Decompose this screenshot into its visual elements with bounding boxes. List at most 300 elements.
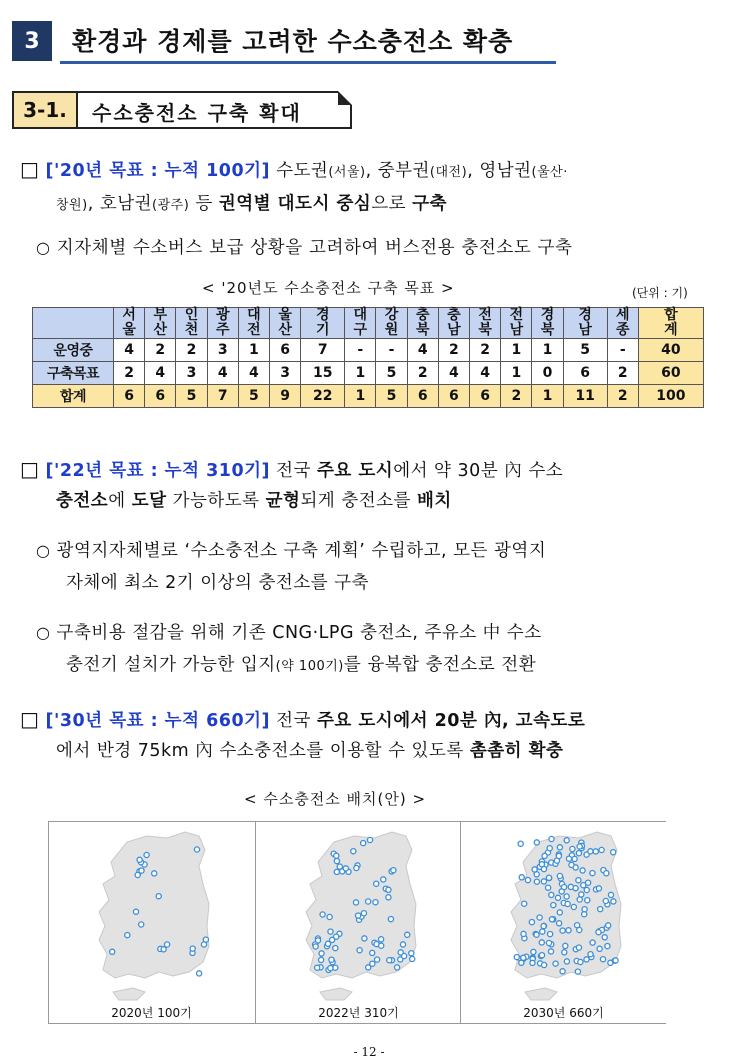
text: 구축비용 절감을 위해 기존 CNG·LPG 충전소, 주유소 中 수소 (56, 623, 542, 643)
station-marker (534, 879, 539, 884)
station-marker (525, 878, 530, 883)
table-cell: 4 (207, 362, 238, 385)
table-cell: 6 (470, 385, 501, 408)
station-marker (197, 971, 202, 976)
region-char: 부 (153, 307, 168, 323)
table-cell: 6 (114, 385, 145, 408)
table-cell: 2 (607, 385, 638, 408)
station-marker (542, 853, 547, 858)
text: (광주) (152, 198, 190, 213)
station-marker (605, 944, 610, 949)
text: 권역별 대도시 중심 (218, 194, 372, 214)
station-marker (137, 857, 142, 862)
station-marker (405, 932, 410, 937)
station-marker (534, 840, 539, 845)
region-char: 기 (315, 322, 330, 338)
station-marker (373, 900, 378, 905)
region-char: 강 (384, 307, 399, 323)
station-marker (548, 932, 553, 937)
station-marker (343, 866, 348, 871)
station-marker (597, 946, 602, 951)
table-cell: 15 (301, 362, 345, 385)
table-cell: 7 (207, 385, 238, 408)
map-2022-label: 2022년 310기 (318, 1006, 399, 1020)
region-char: 충 (415, 307, 430, 323)
station-marker (562, 950, 567, 955)
station-marker (611, 850, 616, 855)
region-char: 경 (315, 307, 330, 323)
station-marker (593, 849, 598, 854)
station-marker (596, 930, 601, 935)
jeju-shape (320, 988, 352, 1000)
table-cell: 4 (238, 362, 269, 385)
table-cell: 6 (563, 362, 607, 385)
station-marker (386, 895, 391, 900)
region-char: 북 (415, 322, 430, 338)
station-marker (532, 867, 537, 872)
region-char: 산 (278, 322, 292, 338)
station-marker (585, 898, 590, 903)
table-cell: 2 (501, 385, 532, 408)
station-marker (203, 937, 208, 942)
region-char: 주 (215, 322, 230, 338)
text: 를 융복합 충전소로 전환 (343, 655, 537, 675)
region-char: 전 (247, 322, 261, 338)
station-marker (379, 937, 384, 942)
total-header (638, 308, 703, 339)
station-marker (313, 944, 318, 949)
goal-2022-line1 (20, 454, 563, 486)
table-cell: 3 (176, 362, 207, 385)
station-marker (539, 862, 544, 867)
table-cell: 2 (114, 362, 145, 385)
station-marker (588, 952, 593, 957)
text: 배치 (417, 491, 452, 511)
region-char: 대 (247, 307, 261, 323)
section-number: 3 (12, 21, 52, 61)
region-header (270, 308, 301, 339)
station-marker (584, 887, 589, 892)
table-row (33, 362, 704, 385)
text: 구축 (412, 194, 447, 214)
region-char: 울 (278, 307, 292, 323)
station-marker (586, 880, 591, 885)
table-cell: 5 (376, 385, 407, 408)
station-marker (529, 920, 534, 925)
korea-map-2030 (461, 822, 666, 1006)
station-marker (551, 903, 556, 908)
station-marker (588, 849, 593, 854)
region-header (438, 308, 469, 339)
station-marker (531, 949, 536, 954)
goal-2022-label: ['22년 목표 : 누적 310기] (45, 461, 271, 481)
station-marker (514, 955, 519, 960)
station-marker (542, 962, 547, 967)
station-marker (572, 856, 577, 861)
station-marker (534, 932, 539, 937)
table-cell: 2 (438, 339, 469, 362)
table-cell: 3 (207, 339, 238, 362)
station-marker (570, 846, 575, 851)
station-marker (564, 959, 569, 964)
station-marker (328, 929, 333, 934)
region-char: 경 (540, 307, 555, 323)
station-marker (139, 868, 144, 873)
region-header (345, 308, 376, 339)
station-marker (379, 943, 384, 948)
region-char: 원 (384, 322, 399, 338)
map-2030 (460, 822, 666, 1023)
table-cell: 2 (607, 362, 638, 385)
region-char: 남 (447, 322, 461, 338)
map-2020-label: 2020년 100기 (111, 1006, 192, 1020)
station-marker (156, 894, 161, 899)
text: 광역지자체별로 ‘수소충전소 구축 계획’ 수립하고, 모든 광역지 (56, 541, 547, 561)
station-marker (522, 901, 527, 906)
station-marker (367, 837, 372, 842)
station-marker (566, 856, 571, 861)
station-marker (590, 940, 595, 945)
station-marker (354, 865, 359, 870)
row-label: 합계 (33, 385, 114, 408)
region-char: 구 (353, 322, 368, 338)
station-marker (608, 892, 613, 897)
text: 에서 반경 75km 內 수소충전소를 이용할 수 있도록 (56, 741, 470, 761)
table-cell: 6 (407, 385, 438, 408)
map-2022 (255, 822, 461, 1023)
table-cell: 1 (345, 385, 376, 408)
station-marker (557, 921, 562, 926)
goal-2030-line2 (56, 736, 563, 766)
station-marker (582, 907, 587, 912)
table-cell: 1 (532, 385, 563, 408)
text: 전국 (270, 711, 317, 731)
table-cell: 5 (376, 362, 407, 385)
station-marker (564, 838, 569, 843)
page-number: - 12 - (353, 1045, 385, 1059)
circle-bullet-icon: ○ (36, 623, 51, 642)
station-marker (190, 946, 195, 951)
station-marker (576, 945, 581, 950)
station-marker (571, 904, 576, 909)
station-marker (521, 931, 526, 936)
station-marker (165, 942, 170, 947)
sub-2020-line (36, 233, 573, 263)
station-marker (333, 946, 338, 951)
station-marker (600, 957, 605, 962)
station-marker (375, 957, 380, 962)
station-marker (564, 894, 569, 899)
station-marker (110, 949, 115, 954)
station-marker (319, 951, 324, 956)
station-marker (576, 851, 581, 856)
table-cell: 5 (238, 385, 269, 408)
station-marker (144, 852, 149, 857)
square-bullet-icon: □ (20, 157, 40, 181)
table-cell: 4 (114, 339, 145, 362)
text: 도달 (131, 491, 167, 511)
station-marker (334, 869, 339, 874)
station-marker (565, 901, 570, 906)
table-header-row (33, 308, 704, 339)
korea-map-2022 (256, 822, 461, 1006)
region-header (238, 308, 269, 339)
station-marker (152, 871, 157, 876)
table-cell: 2 (176, 339, 207, 362)
region-char: 울 (122, 322, 136, 338)
station-marker (546, 940, 551, 945)
table-cell: 5 (176, 385, 207, 408)
total-char: 계 (664, 322, 678, 338)
maps-caption: < 수소충전소 배치(안) > (244, 790, 427, 808)
table-cell: 4 (407, 339, 438, 362)
region-char: 남 (509, 322, 524, 338)
subsection-number: 3-1. (14, 93, 78, 127)
section-underline (60, 61, 556, 64)
text: 충전기 설치가 가능한 입지 (66, 655, 276, 675)
station-marker (604, 871, 609, 876)
station-marker (557, 910, 562, 915)
station-marker (319, 957, 324, 962)
station-marker (577, 844, 582, 849)
station-marker (573, 886, 578, 891)
station-marker (381, 877, 386, 882)
text: 촘촘히 확충 (469, 741, 564, 761)
station-marker (546, 885, 551, 890)
circle-bullet-icon: ○ (36, 541, 51, 560)
table-cell: 1 (238, 339, 269, 362)
map-2030-label: 2030년 660기 (523, 1006, 604, 1020)
table-cell: 0 (532, 362, 563, 385)
sub-2022a-line1 (36, 536, 546, 566)
station-marker (549, 836, 554, 841)
text: 에서 약 30분 內 수소 (393, 461, 564, 481)
station-marker (315, 965, 320, 970)
table-cell: 9 (270, 385, 301, 408)
text: 에서 20분 內, 고속도로 (393, 711, 586, 731)
station-marker (395, 965, 400, 970)
total-cell: 100 (638, 385, 703, 408)
station-marker (596, 886, 601, 891)
station-marker (611, 899, 616, 904)
station-marker (547, 846, 552, 851)
region-char: 전 (478, 307, 492, 323)
table-cell: 1 (345, 362, 376, 385)
table-cell: 4 (438, 362, 469, 385)
station-marker (334, 853, 339, 858)
station-marker (539, 953, 544, 958)
text: (서울) (328, 165, 366, 180)
table-cell: 1 (501, 339, 532, 362)
station-marker (575, 923, 580, 928)
square-bullet-icon: □ (20, 457, 40, 481)
station-marker (362, 936, 367, 941)
station-marker (409, 951, 414, 956)
table-cell: 2 (145, 339, 176, 362)
station-marker (398, 950, 403, 955)
korea-map-2020 (49, 822, 254, 1006)
table-row (33, 339, 704, 362)
station-marker (351, 849, 356, 854)
region-header (176, 308, 207, 339)
text: 으로 (371, 194, 413, 214)
table-cell: 6 (438, 385, 469, 408)
station-marker (555, 895, 560, 900)
station-marker (539, 940, 544, 945)
station-marker (563, 943, 568, 948)
jeju-shape (113, 988, 145, 1000)
station-marker (566, 928, 571, 933)
table-corner (33, 308, 114, 339)
station-marker (556, 853, 561, 858)
text: 수도권 (270, 161, 329, 181)
goal-2020-line2 (56, 189, 447, 221)
table-cell: 22 (301, 385, 345, 408)
station-marker (577, 897, 582, 902)
station-marker (560, 928, 565, 933)
circle-bullet-icon: ○ (36, 238, 51, 257)
region-char: 전 (509, 307, 524, 323)
region-header (301, 308, 345, 339)
region-header (532, 308, 563, 339)
station-marker (559, 889, 564, 894)
table-row (33, 385, 704, 408)
table-unit: (단위 : 기) (632, 286, 688, 300)
station-marker (370, 950, 375, 955)
station-marker (135, 872, 140, 877)
map-2020 (49, 822, 254, 1023)
station-marker (549, 892, 554, 897)
text: , 중부권 (365, 161, 430, 181)
region-char: 충 (447, 307, 461, 323)
target-table (32, 307, 704, 408)
square-bullet-icon: □ (20, 707, 40, 731)
text: 지자체별 수소버스 보급 상황을 고려하여 버스전용 충전소도 구축 (56, 238, 573, 258)
station-marker (530, 960, 535, 965)
station-marker (194, 847, 199, 852)
text: 가능하도록 (166, 491, 266, 511)
region-char: 남 (578, 322, 592, 338)
region-char: 인 (184, 307, 199, 323)
station-marker (541, 879, 546, 884)
station-marker (590, 871, 595, 876)
text: 등 (189, 194, 219, 214)
region-char: 경 (578, 307, 592, 323)
station-marker (334, 859, 339, 864)
station-marker (366, 899, 371, 904)
region-header (470, 308, 501, 339)
station-marker (569, 862, 574, 867)
text: 주요 도시 (316, 461, 394, 481)
station-marker (356, 913, 361, 918)
station-marker (560, 969, 565, 974)
table-cell: - (607, 339, 638, 362)
text: 주요 도시 (316, 711, 394, 731)
table-cell: 6 (145, 385, 176, 408)
text: (대전) (429, 165, 468, 180)
table-cell: - (376, 339, 407, 362)
station-marker (541, 924, 546, 929)
text: 에 (108, 491, 132, 511)
station-marker (548, 949, 553, 954)
station-marker (337, 864, 342, 869)
station-marker (580, 868, 585, 873)
region-char: 대 (353, 307, 368, 323)
goal-2020-line1 (20, 154, 568, 188)
text: 되게 충전소를 (300, 491, 418, 511)
station-marker (374, 881, 379, 886)
table-cell: 1 (532, 339, 563, 362)
goal-2020-label: ['20년 목표 : 누적 100기] (45, 161, 271, 181)
text: , 영남권 (467, 161, 532, 181)
station-marker (549, 917, 554, 922)
table-cell: 4 (470, 362, 501, 385)
region-char: 종 (615, 322, 630, 338)
text: 창원) (56, 198, 88, 213)
row-label: 구축목표 (33, 362, 114, 385)
station-marker (357, 948, 362, 953)
station-marker (546, 875, 551, 880)
station-marker (400, 942, 405, 947)
station-marker (125, 933, 130, 938)
station-marker (579, 892, 584, 897)
station-marker (575, 969, 580, 974)
station-marker (553, 961, 558, 966)
sub-2022a-line2: 자체에 최소 2기 이상의 충전소를 구축 (66, 573, 370, 593)
table-caption: < '20년도 수소충전소 구축 목표 > (202, 279, 455, 297)
station-marker (603, 898, 608, 903)
folded-corner-icon (338, 91, 352, 105)
region-header (114, 308, 145, 339)
table-cell: 1 (501, 362, 532, 385)
station-marker (391, 868, 396, 873)
region-char: 북 (478, 322, 492, 338)
station-marker (353, 900, 358, 905)
table-cell: 3 (270, 362, 301, 385)
text: 균형 (265, 491, 301, 511)
region-header (207, 308, 238, 339)
text: (약 100기) (275, 659, 344, 674)
sub-2022b-line2 (66, 650, 536, 682)
station-marker (519, 875, 524, 880)
station-marker (161, 947, 166, 952)
text: , 호남권 (87, 194, 153, 214)
station-marker (599, 847, 604, 852)
station-marker (613, 958, 618, 963)
station-marker (327, 914, 332, 919)
row-label: 운영중 (33, 339, 114, 362)
total-cell: 40 (638, 339, 703, 362)
station-marker (410, 956, 415, 961)
maps-figure (48, 821, 666, 1024)
region-header (376, 308, 407, 339)
text: 충전소 (56, 491, 109, 511)
table-cell: 2 (407, 362, 438, 385)
station-marker (606, 923, 611, 928)
region-char: 산 (153, 322, 168, 338)
goal-2022-line2 (56, 486, 452, 516)
region-header (501, 308, 532, 339)
region-header (607, 308, 638, 339)
station-marker (329, 957, 334, 962)
text: (울산· (531, 165, 568, 180)
table-cell: 11 (563, 385, 607, 408)
table-cell: 4 (145, 362, 176, 385)
region-char: 북 (540, 322, 555, 338)
station-marker (387, 958, 392, 963)
station-marker (519, 960, 524, 965)
sub-2022b-line1 (36, 618, 542, 648)
